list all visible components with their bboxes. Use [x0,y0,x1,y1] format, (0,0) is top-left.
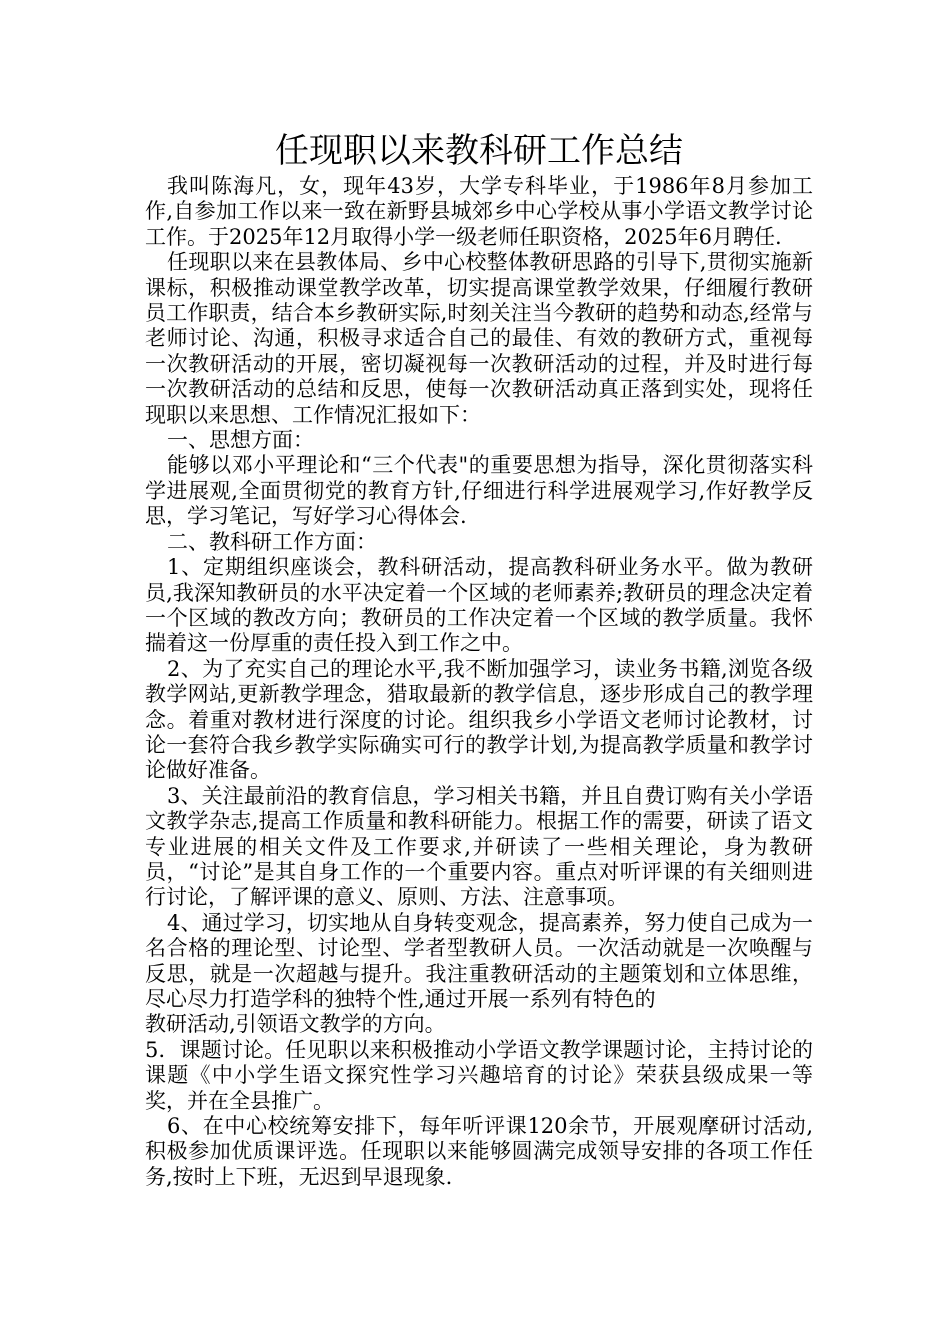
document-page [145,128,813,1190]
paragraph-item-4: 4、通过学习，切实地从自身转变观念，提高素养，努力使自己成为一名合格的理论型、讨论型、学者型教研人员。一次活动就是一次唤醒与反思，就是一次超越与提升。我注重教研活动的主题策划和立体思维，尽心尽力打造学科的独特个性,通过开展一系列有特色的 [145,910,813,1011]
paragraph-intro: 我叫陈海凡，女，现年43岁，大学专科毕业，于1986年8月参加工作,自参加工作以来一致在新野县城郊乡中心学校从事小学语文教学讨论工作。于2025年12月取得小学一级老师任职资格，2025年6月聘任. [145,174,813,249]
paragraph-item-5: 5．课题讨论。任见职以来积极推动小学语文教学课题讨论，主持讨论的课题《中小学生语文探究性学习兴趣培育的讨论》荣获县级成果一等奖，并在全县推广。 [145,1037,813,1113]
document-title: 任现职以来教科研工作总结 [275,131,683,171]
paragraph-overview: 任现职以来在县教体局、乡中心校整体教研思路的引导下,贯彻实施新课标，积极推动课堂教学改革，切实提高课堂教学效果，仔细履行教研员工作职责，结合本乡教研实际,时刻关注当今教研的趋势和动态,经常与老师讨论、沟通，积极寻求适合自己的最佳、有效的教研方式，重视每一次教研活动的开展，密切凝视每一次教研活动的过程，并及时进行每一次教研活动的总结和反思，使每一次教研活动真正落到实处，现将任现职以来思想、工作情况汇报如下： [145,250,813,427]
paragraph-thought: 能够以邓小平理论和“三个代表"的重要思想为指导，深化贯彻落实科学进展观,全面贯彻党的教育方针,仔细进行科学进展观学习,作好教学反思，学习笔记，写好学习心得体会. [145,453,813,529]
section-heading-research: 二、教科研工作方面： [167,529,378,554]
paragraph-item-6: 6、在中心校统筹安排下，每年听评课120余节，开展观摩研讨活动,积极参加优质课评选。任现职以来能够圆满完成领导安排的各项工作任务,按时上下班，无迟到早退现象. [145,1114,813,1189]
paragraph-item-3: 3、关注最前沿的教育信息，学习相关书籍，并且自费订购有关小学语文教学杂志,提高工作质量和教科研能力。根据工作的需要，研读了语文专业进展的相关文件及工作要求,并研读了一些相关理论，身为教研员，“讨论”是其自身工作的一个重要内容。重点对听评课的有关细则进行讨论，了解评课的意义、原则、方法、注意事项。 [145,783,813,910]
document-body [145,174,813,1190]
section-heading-thought: 一、思想方面： [167,428,315,453]
paragraph-item-1: 1、定期组织座谈会，教科研活动，提高教科研业务水平。做为教研员,我深知教研员的水平决定着一个区域的老师素养;教研员的理念决定着一个区域的教改方向；教研员的工作决定着一个区域的教学质量。我怀揣着这一份厚重的责任投入到工作之中。 [145,555,813,656]
paragraph-item-2: 2、为了充实自己的理论水平,我不断加强学习，读业务书籍,浏览各级教学网站,更新教学理念，猎取最新的教学信息，逐步形成自己的教学理念。着重对教材进行深度的讨论。组织我乡小学语文老师讨论教材，讨论一套符合我乡教学实际确实可行的教学计划,为提高教学质量和教学讨论做好准备。 [145,656,813,783]
paragraph-item-4-continued: 教研活动,引领语文教学的方向。 [145,1012,446,1037]
